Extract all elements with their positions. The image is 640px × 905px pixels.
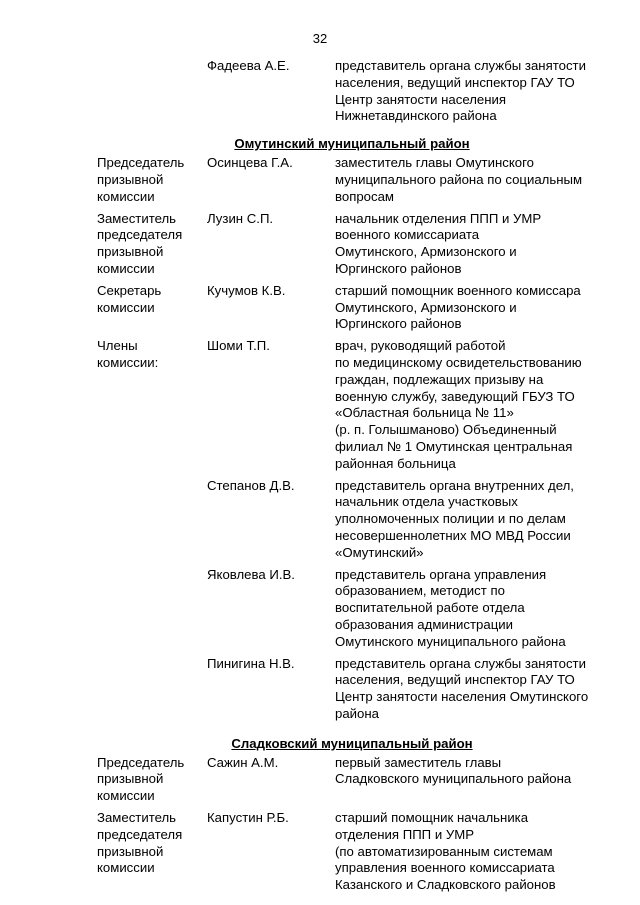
member-position [335,155,607,205]
role-cell [97,155,207,205]
position-line: «Областная больница № 11» [335,405,514,421]
member-name: Яковлева И.В. [207,566,295,582]
position-line: Юргинского районов [335,260,462,276]
position-line: населения, ведущий инспектор ГАУ ТО [335,672,575,688]
position-line: (р. п. Голышманово) Объединенный [335,422,557,438]
role-line: Секретарь [97,282,162,298]
position-line: вопросам [335,188,394,204]
member-row [97,810,607,894]
position-line: населения, ведущий инспектор ГАУ ТО [335,74,575,90]
role-line: комиссии: [97,354,159,370]
member-position [335,338,607,472]
member-name: Сажин А.М. [207,754,279,770]
position-line: врач, руководящий работой [335,338,506,354]
member-row [97,211,607,278]
position-line: муниципального района по социальным [335,171,583,187]
role-line: Заместитель [97,810,177,826]
position-line: Казанского и Сладковского районов [335,877,556,893]
position-line: управления военного комиссариата [335,860,555,876]
member-name: Шоми Т.П. [207,338,270,354]
member-position [335,283,607,333]
position-line: воспитательной работе отдела [335,600,525,616]
member-position [335,656,607,723]
role-line: комиссии [97,860,155,876]
role-line: комиссии [97,188,155,204]
member-name: Капустин Р.Б. [207,810,289,826]
position-line: (по автоматизированным системам [335,843,553,859]
member-position [335,478,607,562]
position-line: отделения ППП и УМР [335,826,475,842]
position-line: образованием, методист по [335,583,505,599]
member-position [335,58,607,125]
position-line: по медицинскому освидетельствованию [335,354,582,370]
role-line: Председатель [97,155,185,171]
page-number: 32 [312,31,328,46]
role-line: призывной [97,171,164,187]
position-line: районная больница [335,455,456,471]
position-line: уполномоченных полиции и по делам [335,511,566,527]
position-line: Юргинского районов [335,316,462,332]
member-row [97,283,607,333]
member-row [97,155,607,205]
position-line: Омутинского муниципального района [335,633,566,649]
position-line: «Омутинский» [335,544,424,560]
position-line: старший помощник начальника [335,810,529,826]
member-position [335,567,607,651]
role-line: комиссии [97,788,155,804]
member-name: Фадеева А.Е. [207,58,290,73]
position-line: Омутинского, Армизонского и [335,299,517,315]
member-position [335,211,607,278]
role-line: призывной [97,771,164,787]
position-line: Сладковского муниципального района [335,771,572,787]
member-name: Кучумов К.В. [207,282,286,298]
position-line: военную службу, заведующий ГБУЗ ТО [335,388,575,404]
role-line: председателя [97,826,183,842]
commission-list [97,58,607,894]
member-position [335,810,607,894]
section-title: Омутинский муниципальный район [234,136,470,152]
role-cell [97,755,207,805]
member-name: Степанов Д.В. [207,477,295,493]
member-row [97,567,607,651]
member-row [97,656,607,723]
position-line: Омутинского, Армизонского и [335,244,517,260]
position-line: начальник отдела участковых [335,494,518,510]
position-line: образования администрации [335,616,513,632]
role-cell [97,283,207,317]
position-line: представитель органа службы занятости [335,58,586,73]
role-cell [97,810,207,877]
role-line: призывной [97,843,164,859]
position-line: заместитель главы Омутинского [335,155,534,171]
member-name: Осинцева Г.А. [207,155,293,171]
member-row [97,58,607,125]
role-line: комиссии [97,260,155,276]
role-line: Председатель [97,754,185,770]
role-cell [97,338,207,372]
role-line: комиссии [97,299,155,315]
position-line: Нижнетавдинского района [335,108,497,124]
position-line: Центр занятости населения Омутинского [335,689,589,705]
position-line: начальник отделения ППП и УМР [335,210,542,226]
role-line: призывной [97,244,164,260]
position-line: граждан, подлежащих призыву на [335,371,544,387]
member-name: Лузин С.П. [207,210,274,226]
role-cell [97,211,207,278]
role-line: Заместитель [97,210,177,226]
position-line: старший помощник военного комиссара [335,282,581,298]
position-line: представитель органа службы занятости [335,655,586,671]
position-line: представитель органа внутренних дел, [335,477,574,493]
member-row [97,755,607,805]
role-line: Члены [97,338,138,354]
position-line: района [335,705,379,721]
position-line: военного комиссариата [335,227,480,243]
member-row [97,338,607,472]
role-line: председателя [97,227,183,243]
position-line: первый заместитель главы [335,754,502,770]
position-line: филиал № 1 Омутинская центральная [335,438,573,454]
member-row [97,478,607,562]
section-title: Сладковский муниципальный район [231,735,473,751]
member-position [335,755,607,789]
member-name: Пинигина Н.В. [207,655,295,671]
position-line: несовершеннолетних МО МВД России [335,527,571,543]
position-line: представитель органа управления [335,566,547,582]
position-line: Центр занятости населения [335,91,507,107]
